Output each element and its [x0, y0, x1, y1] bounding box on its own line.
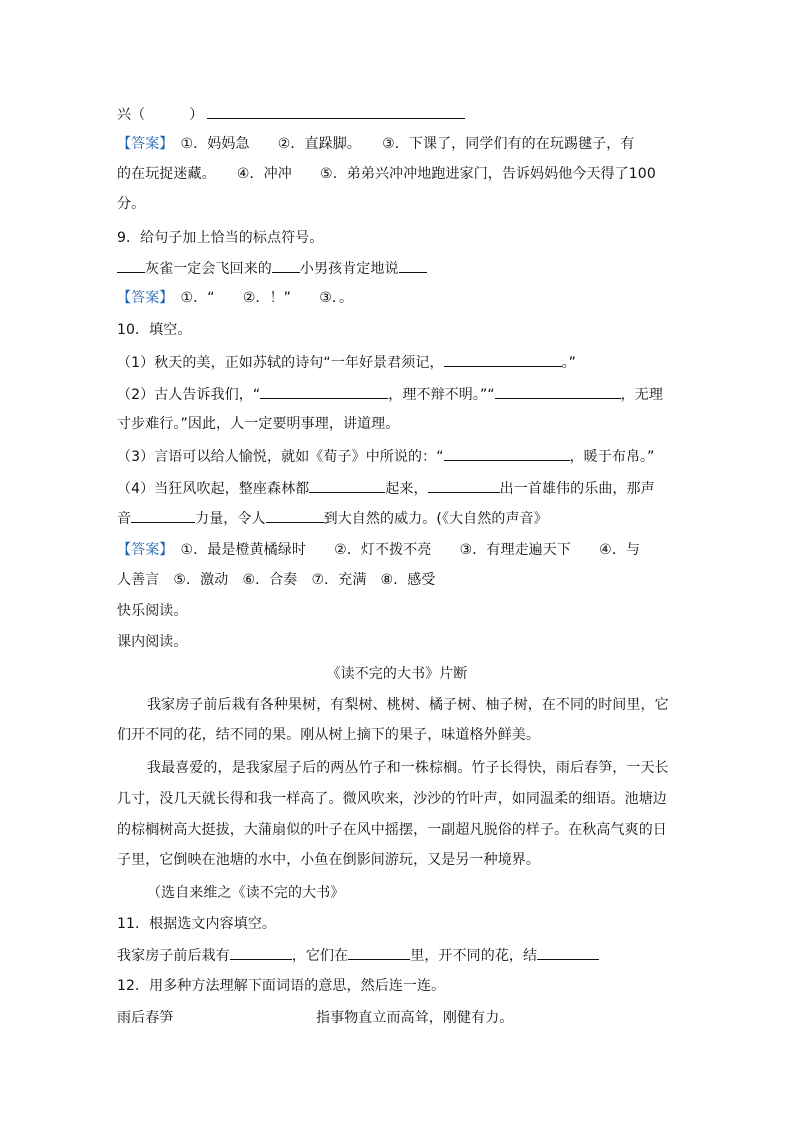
q10-blank-6[interactable]	[428, 478, 500, 493]
reading-source: （选自来维之《读不完的大书》	[147, 885, 345, 901]
q12-title: 12．用多种方法理解下面词语的意思，然后连一连。	[117, 978, 446, 994]
reading-p2-line4: 子里，它倒映在池塘的水中，小鱼在倒影间游玩，又是另一种境界。	[117, 852, 540, 868]
answer-tag: 【答案】	[117, 542, 167, 558]
q10-blank-8[interactable]	[266, 508, 324, 523]
q10-line1: （1）秋天的美，正如苏轼的诗句“一年好景君须记， 。”	[117, 352, 576, 373]
section-in-class-reading: 课内阅读。	[117, 634, 188, 650]
q11-blank-1[interactable]	[230, 945, 292, 960]
q8-answer-line2: 的在玩捉迷藏。 ④．冲冲 ⑤．弟弟兴冲冲地跑进家门，告诉妈妈他今天得了100	[117, 166, 656, 182]
q11-sentence: 我家房子前后栽有 ，它们在 里，开不同的花，结	[117, 945, 599, 966]
q11-blank-3[interactable]	[537, 945, 599, 960]
q10-blank-4[interactable]	[444, 446, 570, 461]
q10-blank-5[interactable]	[309, 478, 385, 493]
q8-answer-line3: 分。	[117, 196, 146, 212]
reading-p2-line2: 几寸，没几天就长得和我一样高了。微风吹来，沙沙的竹叶声，如同温柔的细语。池塘边	[117, 791, 667, 807]
answer-tag: 【答案】	[117, 136, 167, 152]
q8-tail-close: ）	[189, 107, 204, 123]
q10-line3: 寸步难行。”因此，人一定要明事理，讲道理。	[117, 416, 400, 432]
q10-line4: （3）言语可以给人愉悦，就如《荀子》中所说的：“ ，暖于布帛。”	[117, 446, 655, 467]
q10-answer-line2: 人善言 ⑤．激动 ⑥．合奏 ⑦．充满 ⑧．感受	[117, 572, 436, 588]
q9-answer: 【答案】 ①．“ ②．！” ③．。	[117, 290, 354, 306]
q10-blank-3[interactable]	[495, 384, 621, 399]
reading-title: 《读不完的大书》片断	[326, 666, 468, 682]
q10-line6: 音 力量，令人 到大自然的威力。(《大自然的声音》	[117, 508, 548, 529]
q10-line2: （2）古人告诉我们，“ ，理不辩不明。”“ ，无理	[117, 384, 663, 405]
q12-right-definition[interactable]: 指事物直立而高耸，刚健有力。	[316, 1010, 514, 1026]
reading-p2-line3: 的棕榈树高大挺拔，大蒲扇似的叶子在风中摇摆，一副超凡脱俗的样子。在秋高气爽的日	[117, 822, 667, 838]
reading-p2-line1: 我最喜爱的，是我家屋子后的两丛竹子和一株棕榈。竹子长得快，雨后春笋，一天长	[147, 760, 669, 776]
q8-answer-blank[interactable]	[207, 104, 465, 119]
q10-blank-1[interactable]	[444, 352, 562, 367]
q11-blank-2[interactable]	[348, 945, 410, 960]
answer-tag: 【答案】	[117, 290, 167, 306]
q10-answer-line1: 【答案】 ①．最是橙黄橘绿时 ②．灯不拨不亮 ③．有理走遍天下 ④．与	[117, 542, 641, 558]
section-happy-reading: 快乐阅读。	[117, 603, 188, 619]
q9-blank-2[interactable]	[272, 258, 300, 273]
q10-line5: （4）当狂风吹起，整座森林都 起来， 出一首雄伟的乐曲，那声	[117, 478, 655, 499]
q9-blank-1[interactable]	[117, 258, 145, 273]
q12-left-word[interactable]: 雨后春笋	[117, 1010, 174, 1026]
q8-tail-prefix: 兴（	[117, 107, 146, 123]
q10-blank-7[interactable]	[131, 508, 195, 523]
q9-blank-3[interactable]	[399, 258, 427, 273]
q9-sentence: 灰雀一定会飞回来的 小男孩肯定地说	[117, 258, 427, 279]
q11-title: 11．根据选文内容填空。	[117, 916, 277, 932]
reading-p1-line2: 们开不同的花，结不同的果。刚从树上摘下的果子，味道格外鲜美。	[117, 727, 540, 743]
q8-tail-line	[117, 104, 465, 125]
q8-answer-line1: 【答案】 ①．妈妈急 ②．直跺脚。 ③．下课了，同学们有的在玩踢毽子，有	[117, 136, 635, 152]
q10-title: 10．填空。	[117, 322, 192, 338]
q9-title: 9．给句子加上恰当的标点符号。	[117, 230, 324, 246]
reading-p1-line1: 我家房子前后栽有各种果树，有梨树、桃树、橘子树、柚子树，在不同的时间里，它	[147, 697, 669, 713]
q10-blank-2[interactable]	[260, 384, 388, 399]
